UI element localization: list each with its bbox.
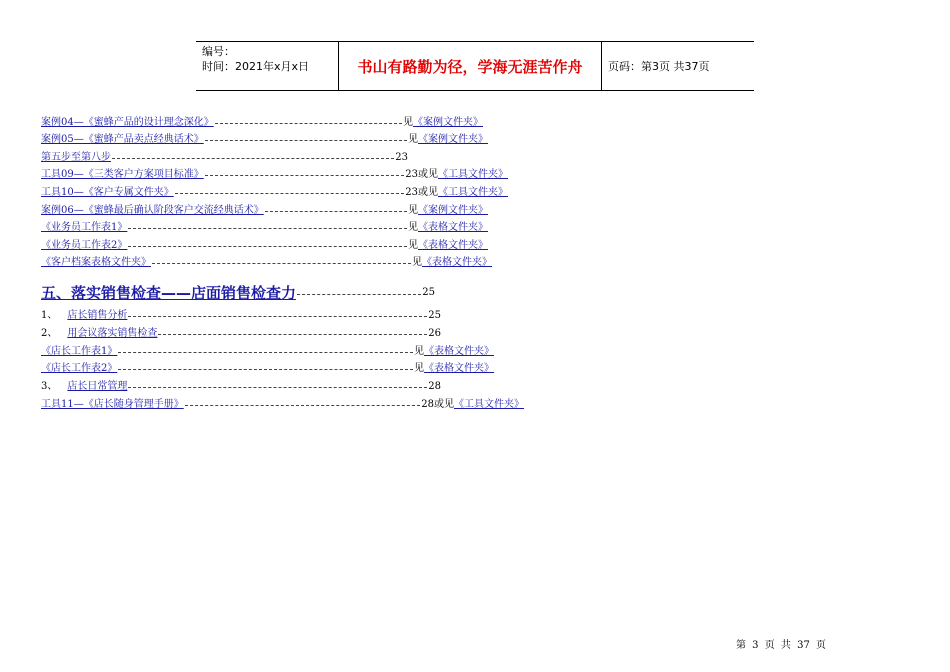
- toc-item-title[interactable]: 工具09—《三类客户方案项目标准》: [41, 169, 204, 180]
- dot-leader: [205, 175, 405, 176]
- toc-item[interactable]: [41, 308, 441, 323]
- toc-item-ref-link[interactable]: 《工具文件夹》: [454, 399, 524, 410]
- toc-item-ref-link[interactable]: 《表格文件夹》: [422, 257, 492, 268]
- toc-item-title[interactable]: 店长销售分析: [67, 310, 128, 321]
- page-footer: 第 3 页 共 37 页: [736, 640, 826, 651]
- toc-item[interactable]: [41, 344, 494, 359]
- toc-item[interactable]: [41, 379, 441, 394]
- toc-item-title[interactable]: 《店长工作表2》: [41, 363, 118, 374]
- toc-item-page: 28: [421, 399, 434, 410]
- toc-item[interactable]: [41, 203, 488, 218]
- section-title[interactable]: 五、落实销售检查——店面销售检查力: [41, 283, 297, 302]
- toc-item-title[interactable]: 《店长工作表1》: [41, 346, 118, 357]
- toc-item-ref-link[interactable]: 《表格文件夹》: [424, 346, 494, 357]
- dot-leader: [112, 158, 394, 159]
- toc-item-title[interactable]: 用会议落实销售检查: [67, 328, 158, 339]
- toc-item-title[interactable]: 《业务员工作表2》: [41, 240, 128, 251]
- toc-item[interactable]: [41, 167, 508, 182]
- toc-item[interactable]: [41, 397, 524, 412]
- toc-item-ref-prefix: 见: [403, 117, 413, 128]
- dot-leader: [128, 228, 407, 229]
- toc-item[interactable]: [41, 238, 488, 253]
- item-number: 3、: [41, 381, 58, 392]
- toc-item-title[interactable]: 第五步至第八步: [41, 152, 111, 163]
- toc-item[interactable]: [41, 132, 488, 147]
- section-heading[interactable]: [41, 281, 435, 303]
- toc-item-page: 23: [405, 187, 418, 198]
- dot-leader: [297, 294, 421, 295]
- toc-item[interactable]: [41, 185, 508, 200]
- toc-item-ref-prefix: 见: [408, 205, 418, 216]
- toc-item-ref-prefix: 见: [408, 134, 418, 145]
- toc-item-ref-link[interactable]: 《表格文件夹》: [424, 363, 494, 374]
- dot-leader: [158, 334, 427, 335]
- toc-item-page: 25: [428, 310, 441, 321]
- toc-item-ref-link[interactable]: 《表格文件夹》: [418, 222, 488, 233]
- toc-item-ref-link[interactable]: 《表格文件夹》: [418, 240, 488, 251]
- dot-leader: [175, 193, 405, 194]
- toc-item-page: 23: [395, 152, 408, 163]
- toc-item[interactable]: [41, 326, 441, 341]
- dot-leader: [152, 263, 411, 264]
- toc-item-ref-prefix: 见: [408, 240, 418, 251]
- time-label: 时间：2021年x月x日: [202, 60, 310, 73]
- dot-leader: [128, 387, 427, 388]
- toc-item-title[interactable]: 案例05—《蜜蜂产品卖点经典话术》: [41, 134, 204, 145]
- toc-item-ref-prefix: 见: [414, 363, 424, 374]
- header-page-info: 页码：第3页 共37页: [608, 60, 710, 73]
- toc-item-title[interactable]: 案例06—《蜜蜂最后确认阶段客户交流经典话术》: [41, 205, 264, 216]
- dot-leader: [118, 352, 413, 353]
- toc-item[interactable]: [41, 150, 408, 165]
- item-number: 1、: [41, 310, 58, 321]
- toc-item-ref-link[interactable]: 《案例文件夹》: [418, 134, 488, 145]
- toc-item-ref-prefix: 或见: [418, 169, 438, 180]
- header-meta: [196, 42, 338, 90]
- dot-leader: [205, 140, 407, 141]
- toc-item-page: 26: [428, 328, 441, 339]
- dot-leader: [128, 246, 407, 247]
- toc-item[interactable]: [41, 115, 483, 130]
- toc-item-page: 23: [405, 169, 418, 180]
- toc-item-title[interactable]: 案例04—《蜜蜂产品的设计理念深化》: [41, 117, 214, 128]
- header-motto: 书山有路勤为径，学海无涯苦作舟: [338, 42, 602, 90]
- toc-item[interactable]: [41, 255, 492, 270]
- dot-leader: [215, 123, 402, 124]
- toc-item-ref-link[interactable]: 《工具文件夹》: [438, 187, 508, 198]
- toc-item-page: 28: [428, 381, 441, 392]
- section-page: 25: [422, 286, 435, 298]
- toc-item[interactable]: [41, 220, 488, 235]
- toc-item-ref-prefix: 见: [412, 257, 422, 268]
- toc-item-ref-prefix: 见: [414, 346, 424, 357]
- dot-leader: [185, 405, 421, 406]
- toc-item-title[interactable]: 店长日常管理: [67, 381, 128, 392]
- toc-item-ref-prefix: 或见: [418, 187, 438, 198]
- number-label: 编号：: [202, 45, 235, 58]
- toc-item-title[interactable]: 工具10—《客户专属文件夹》: [41, 187, 174, 198]
- item-number: 2、: [41, 328, 58, 339]
- toc-item[interactable]: [41, 361, 494, 376]
- toc-item-ref-prefix: 或见: [434, 399, 454, 410]
- toc-item-title[interactable]: 《客户档案表格文件夹》: [41, 257, 151, 268]
- toc-item-ref-link[interactable]: 《案例文件夹》: [413, 117, 483, 128]
- toc-item-ref-prefix: 见: [408, 222, 418, 233]
- dot-leader: [118, 369, 413, 370]
- toc-item-ref-link[interactable]: 《工具文件夹》: [438, 169, 508, 180]
- toc-item-title[interactable]: 工具11—《店长随身管理手册》: [41, 399, 184, 410]
- toc-item-title[interactable]: 《业务员工作表1》: [41, 222, 128, 233]
- dot-leader: [265, 211, 407, 212]
- dot-leader: [128, 316, 427, 317]
- page-header: [196, 41, 754, 91]
- toc-item-ref-link[interactable]: 《案例文件夹》: [418, 205, 488, 216]
